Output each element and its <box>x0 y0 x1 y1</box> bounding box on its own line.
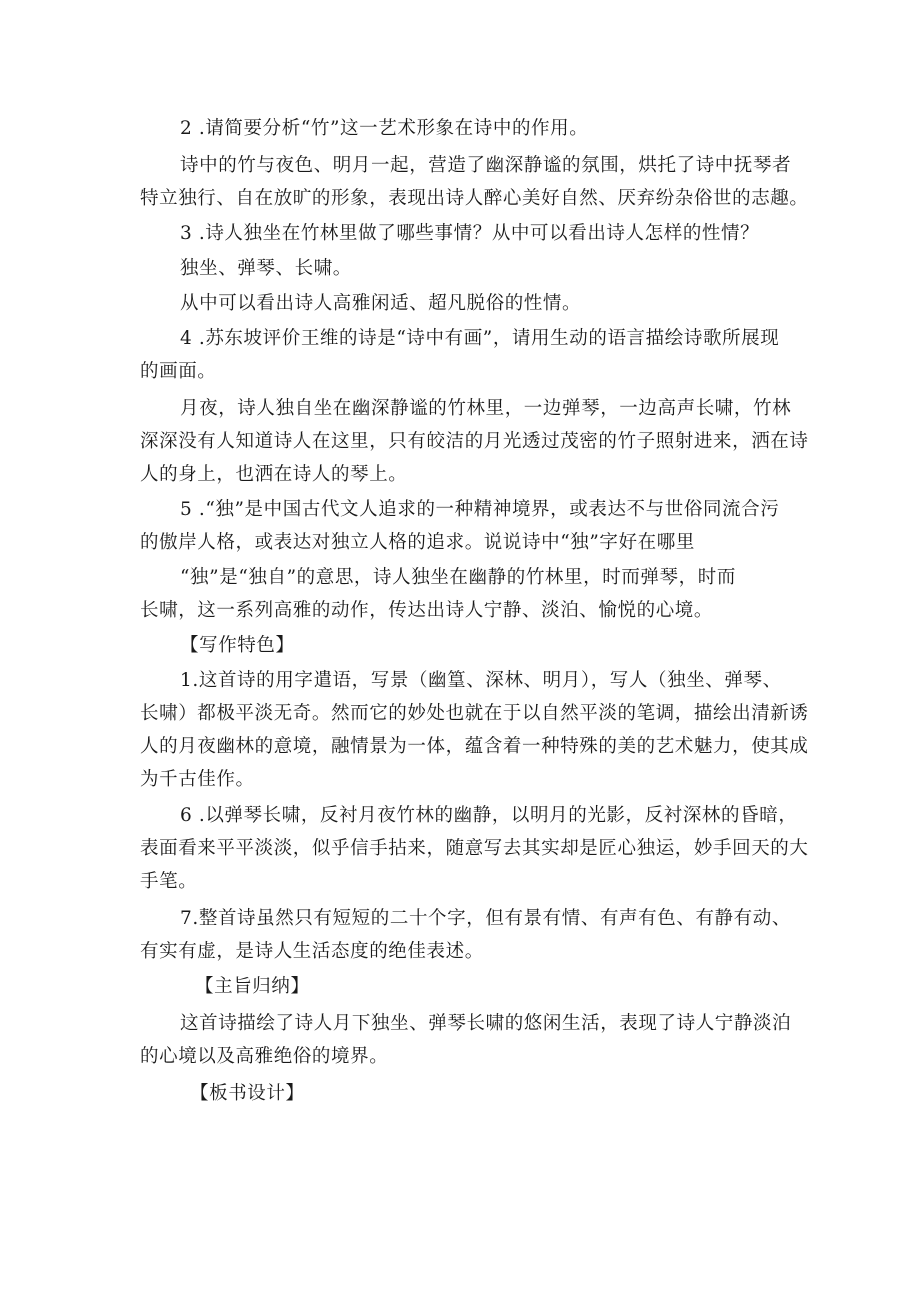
answer-3-line-2: 从中可以看出诗人高雅闲适、超凡脱俗的性情。 <box>180 293 582 314</box>
theme-line-2: 的心境以及高雅绝俗的境界。 <box>140 1046 389 1067</box>
feature-6-line-1: 6 .以弹琴长啸，反衬月夜竹林的幽静，以明月的光影，反衬深林的昏暗， <box>180 805 798 826</box>
answer-5-line-1: “独”是“独自”的意思，诗人独坐在幽静的竹林里，时而弹琴，时而 <box>180 567 736 588</box>
answer-2-line-2: 特立独行、自在放旷的形象，表现出诗人醉心美好自然、厌弃纷杂俗世的志趣。 <box>140 188 809 209</box>
question-5-line-1: 5 .“独”是中国古代文人追求的一种精神境界，或表达不与世俗同流合污 <box>180 499 780 520</box>
answer-3-line-1: 独坐、弹琴、长啸。 <box>180 258 352 279</box>
answer-4-line-3: 人的身上，也洒在诗人的琴上。 <box>140 464 408 485</box>
feature-7-line-1: 7.整首诗虽然只有短短的二十个字，但有景有情、有声有色、有静有动、 <box>180 908 791 929</box>
section-heading-blackboard-design: 【板书设计】 <box>190 1083 305 1104</box>
answer-4-line-1: 月夜，诗人独自坐在幽深静谧的竹林里，一边弹琴，一边高声长啸，竹林 <box>180 398 792 419</box>
feature-7-line-2: 有实有虚，是诗人生活态度的绝佳表述。 <box>140 941 484 962</box>
question-5-line-2: 的傲岸人格，或表达对独立人格的追求。说说诗中“独”字好在哪里 <box>140 532 695 553</box>
question-3: 3 .诗人独坐在竹林里做了哪些事情？从中可以看出诗人怎样的性情？ <box>180 223 760 244</box>
answer-5-line-2: 长啸，这一系列高雅的动作，传达出诗人宁静、淡泊、愉悦的心境。 <box>140 600 714 621</box>
question-4-line-2: 的画面。 <box>140 361 217 382</box>
answer-2-line-1: 诗中的竹与夜色、明月一起，营造了幽深静谧的氛围，烘托了诗中抚琴者 <box>180 155 792 176</box>
theme-line-1: 这首诗描绘了诗人月下独坐、弹琴长啸的悠闲生活，表现了诗人宁静淡泊 <box>180 1013 792 1034</box>
feature-1-line-2: 长啸）都极平淡无奇。然而它的妙处也就在于以自然平淡的笔调，描绘出清新诱 <box>140 703 809 724</box>
feature-6-line-2: 表面看来平平淡淡，似乎信手拈来，随意写去其实却是匠心独运，妙手回天的大 <box>140 838 809 859</box>
feature-1-line-4: 为千古佳作。 <box>140 769 255 790</box>
feature-6-line-3: 手笔。 <box>140 871 198 892</box>
question-4-line-1: 4 .苏东坡评价王维的诗是“诗中有画”，请用生动的语言描绘诗歌所展现 <box>180 328 780 349</box>
answer-4-line-2: 深深没有人知道诗人在这里，只有皎洁的月光透过茂密的竹子照射进来，洒在诗 <box>140 431 809 452</box>
section-heading-writing-features: 【写作特色】 <box>180 635 295 656</box>
feature-1-line-3: 人的月夜幽林的意境，融情景为一体，蕴含着一种特殊的美的艺术魅力，使其成 <box>140 736 809 757</box>
feature-1-line-1: 1.这首诗的用字遣语，写景（幽篁、深林、明月），写人（独坐、弹琴、 <box>180 670 782 691</box>
section-heading-theme-summary: 【主旨归纳】 <box>195 976 310 997</box>
question-2: 2 .请简要分析“竹”这一艺术形象在诗中的作用。 <box>180 118 589 139</box>
